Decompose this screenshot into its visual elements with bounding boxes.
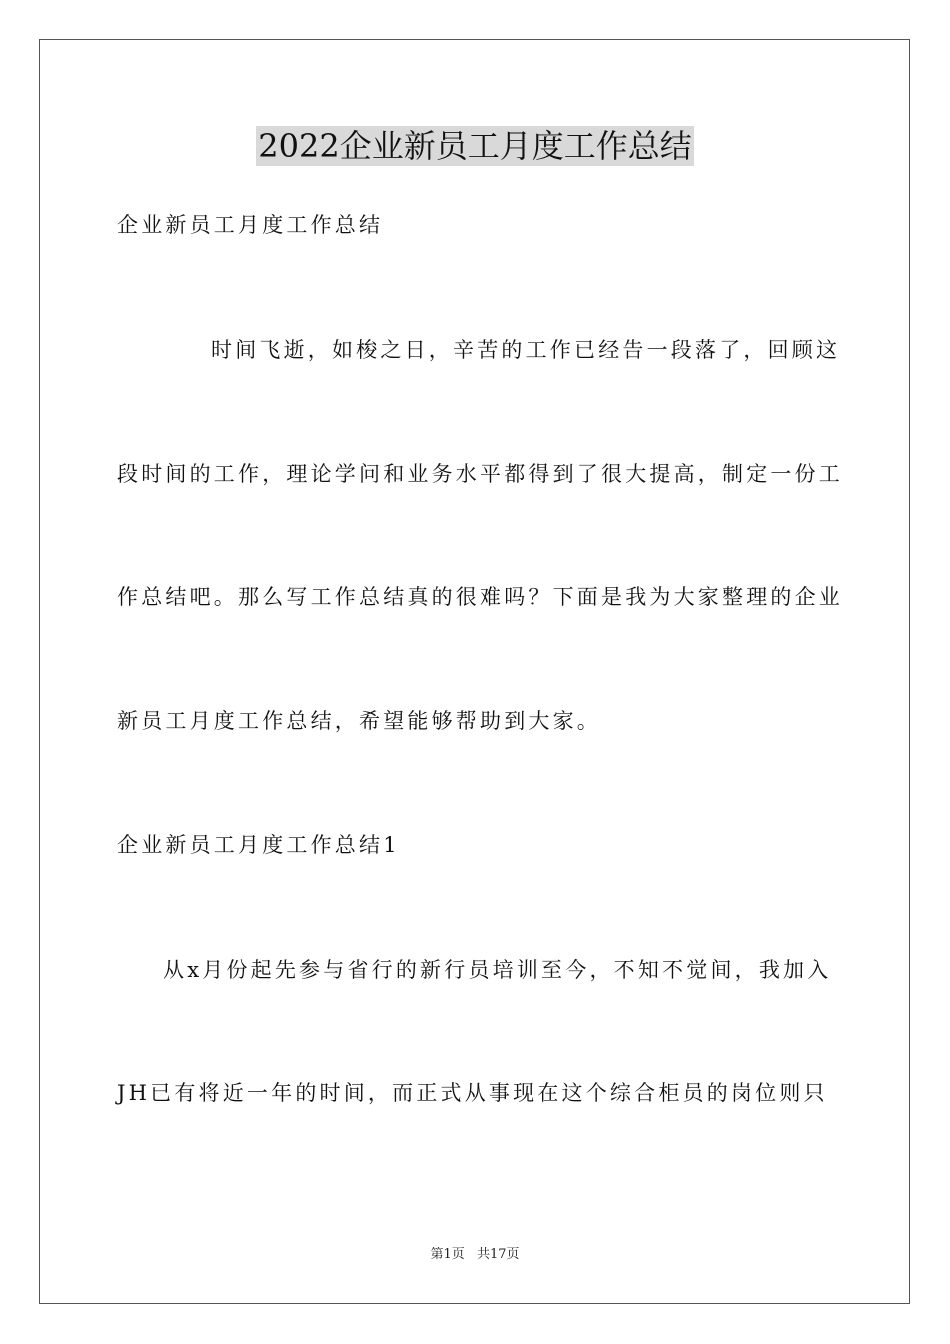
page-total: 共17页	[476, 1247, 520, 1262]
paragraph-line: 从x月份起先参与省行的新行员培训至今，不知不觉间，我加入	[163, 958, 832, 982]
paragraph-line: 段时间的工作，理论学问和业务水平都得到了很大提高，制定一份工	[117, 462, 843, 486]
page-footer	[0, 1246, 950, 1264]
section-heading: 企业新员工月度工作总结1	[117, 833, 400, 857]
title-container	[0, 126, 950, 166]
document-subtitle: 企业新员工月度工作总结	[117, 213, 384, 237]
paragraph-line: 时间飞逝，如梭之日，辛苦的工作已经告一段落了，回顾这	[211, 338, 841, 362]
paragraph-line: 新员工月度工作总结，希望能够帮助到大家。	[117, 709, 601, 733]
page-number: 第1页	[430, 1247, 465, 1262]
paragraph-line: 作总结吧。那么写工作总结真的很难吗？下面是我为大家整理的企业	[117, 585, 843, 609]
paragraph-line: JH已有将近一年的时间，而正式从事现在这个综合柜员的岗位则只	[117, 1081, 828, 1105]
document-title: 2022企业新员工月度工作总结	[258, 127, 692, 165]
